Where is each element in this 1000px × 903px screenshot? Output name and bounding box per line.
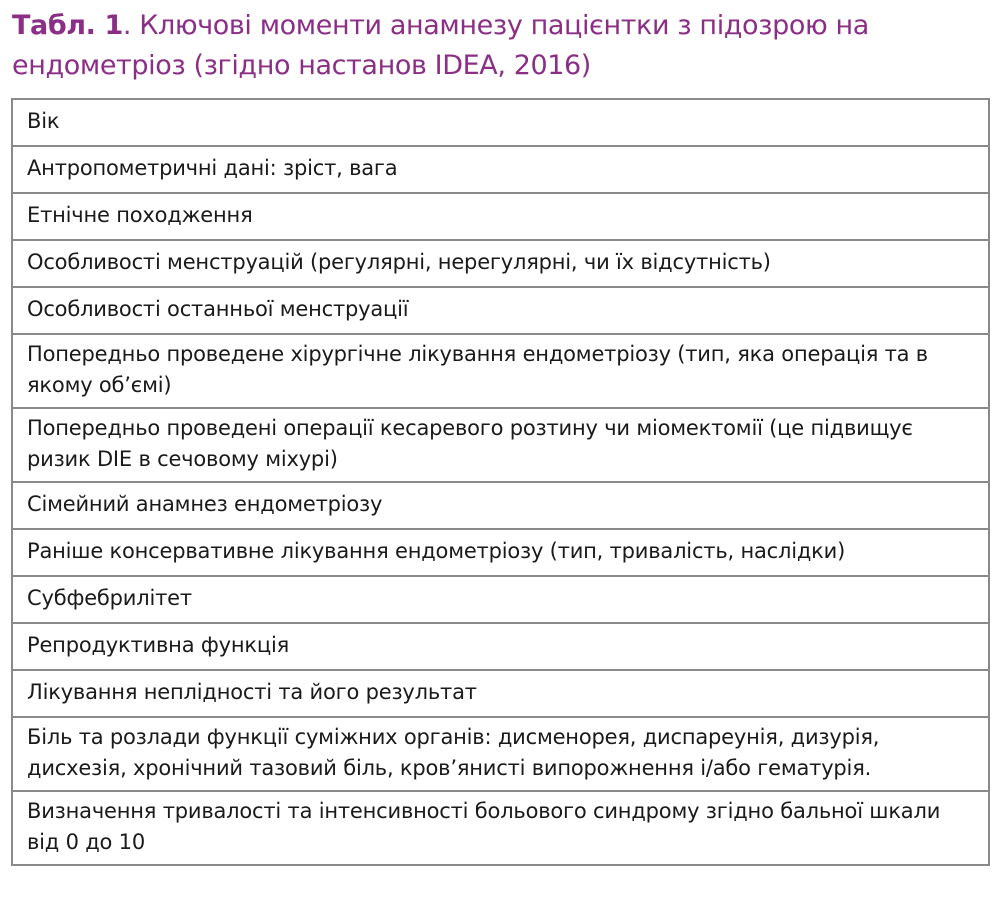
table-cell: Етнічне походження — [12, 193, 989, 240]
table-caption — [12, 6, 992, 86]
table-caption-text: . Ключові моменти анамнезу пацієнтки з підозрою на ендометріоз (згідно настанов IDEA, 2016) — [12, 10, 869, 81]
table-cell: Лікування неплідності та його результат — [12, 670, 989, 717]
table-cell: Раніше консервативне лікування ендометріозу (тип, тривалість, наслідки) — [12, 529, 989, 576]
table-cell: Біль та розлади функції суміжних органів: дисменорея, диспареунія, дизурія, дисхезія, хронічний тазовий біль, кров’янисті випорожнення і/або гематурія. — [12, 717, 989, 791]
table-cell: Субфебрилітет — [12, 576, 989, 623]
table-row — [12, 529, 989, 576]
table-cell: Особливості останньої менструації — [12, 287, 989, 334]
table-cell: Особливості менструацій (регулярні, нерегулярні, чи їх відсутність) — [12, 240, 989, 287]
table-cell: Антропометричні дані: зріст, вага — [12, 146, 989, 193]
table-row — [12, 576, 989, 623]
table-row — [12, 146, 989, 193]
table-row — [12, 287, 989, 334]
table-row — [12, 408, 989, 482]
table-row — [12, 240, 989, 287]
table-row — [12, 791, 989, 865]
table-row — [12, 334, 989, 408]
table-cell: Вік — [12, 99, 989, 146]
table-row — [12, 670, 989, 717]
table-cell: Сімейний анамнез ендометріозу — [12, 482, 989, 529]
table-caption-label: Табл. 1 — [12, 10, 123, 41]
table-cell: Попередньо проведене хірургічне лікування ендометріозу (тип, яка операція та в якому об’ємі) — [12, 334, 989, 408]
table-cell: Репродуктивна функція — [12, 623, 989, 670]
table-row — [12, 717, 989, 791]
table-row — [12, 482, 989, 529]
table-row — [12, 193, 989, 240]
table-cell: Визначення тривалості та інтенсивності больового синдрому згідно бальної шкали від 0 до 10 — [12, 791, 989, 865]
table-row — [12, 623, 989, 670]
table-row — [12, 99, 989, 146]
anamnesis-table — [11, 98, 990, 866]
table-cell: Попередньо проведені операції кесаревого розтину чи міомектомії (це підвищує ризик DIE в сечовому міхурі) — [12, 408, 989, 482]
